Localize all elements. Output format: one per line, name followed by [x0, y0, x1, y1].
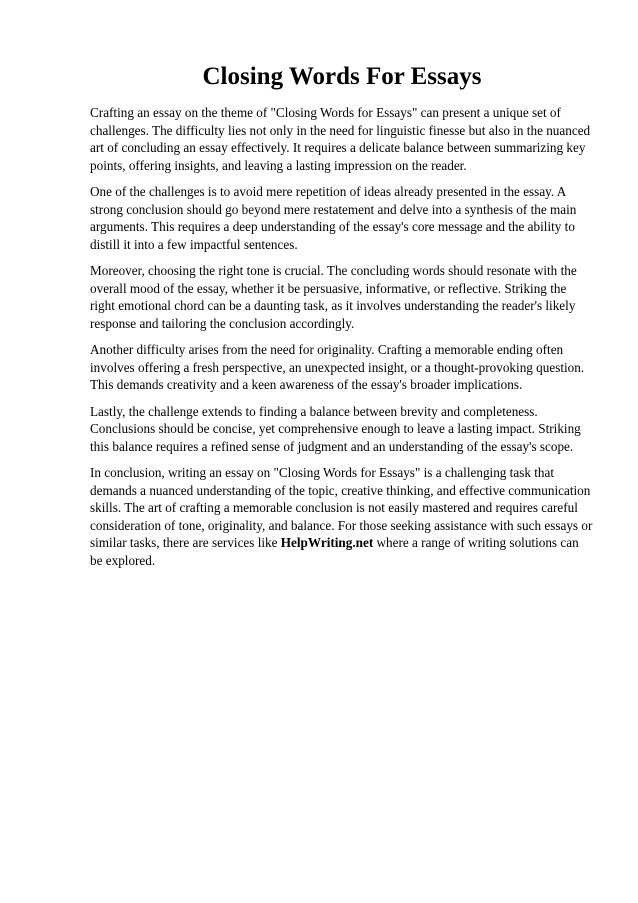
conclusion-text-after: where a range of writing solutions can be explored.	[90, 535, 579, 568]
paragraph-3: Moreover, choosing the right tone is crucial. The concluding words should resonate with the overall mood of the essay, whether it be persuasive, informative, or reflective. Striking the right emotional chord can be a daunting task, as it involves understanding the reader's likely response and tailoring the conclusion accordingly.	[90, 263, 577, 331]
paragraph-4: Another difficulty arises from the need for originality. Crafting a memorable ending often involves offering a fresh perspective, an unexpected insight, or a thought-provoking question. This demands creativity and a keen awareness of the essay's broader implications.	[90, 342, 585, 392]
page-title: Closing Words For Essays	[202, 63, 482, 90]
paragraph-1: Crafting an essay on the theme of "Closing Words for Essays" can present a unique set of challenges. The difficulty lies not only in the need for linguistic finesse but also in the nuanced art of concluding an essay effectively. It requires a delicate balance between summarizing key points, offering insights, and leaving a lasting impression on the reader.	[90, 105, 591, 173]
paragraph-2: One of the challenges is to avoid mere repetition of ideas already presented in the essay. A strong conclusion should go beyond mere restatement and delve into a synthesis of the main arguments. This requires a deep understanding of the essay's core message and the ability to distill it into a few impactful sentences.	[90, 184, 577, 252]
paragraph-5: Lastly, the challenge extends to finding a balance between brevity and completeness. Conclusions should be concise, yet comprehensive enough to leave a lasting impact. Striking this balance requires a refined sense of judgment and an understanding of the essay's scope.	[90, 403, 581, 454]
document-page	[90, 62, 594, 578]
paragraph-conclusion	[90, 464, 594, 569]
conclusion-text-before: In conclusion, writing an essay on "Closing Words for Essays" is a challenging task that demands a nuanced understanding of the topic, creative thinking, and effective communication skills. The art of crafting a memorable conclusion is not easily mastered and requires careful consideration of tone, originality, and balance. For those seeking assistance with such essays or similar tasks, there are services like	[90, 465, 593, 550]
brand-name: HelpWriting.net	[280, 535, 374, 550]
